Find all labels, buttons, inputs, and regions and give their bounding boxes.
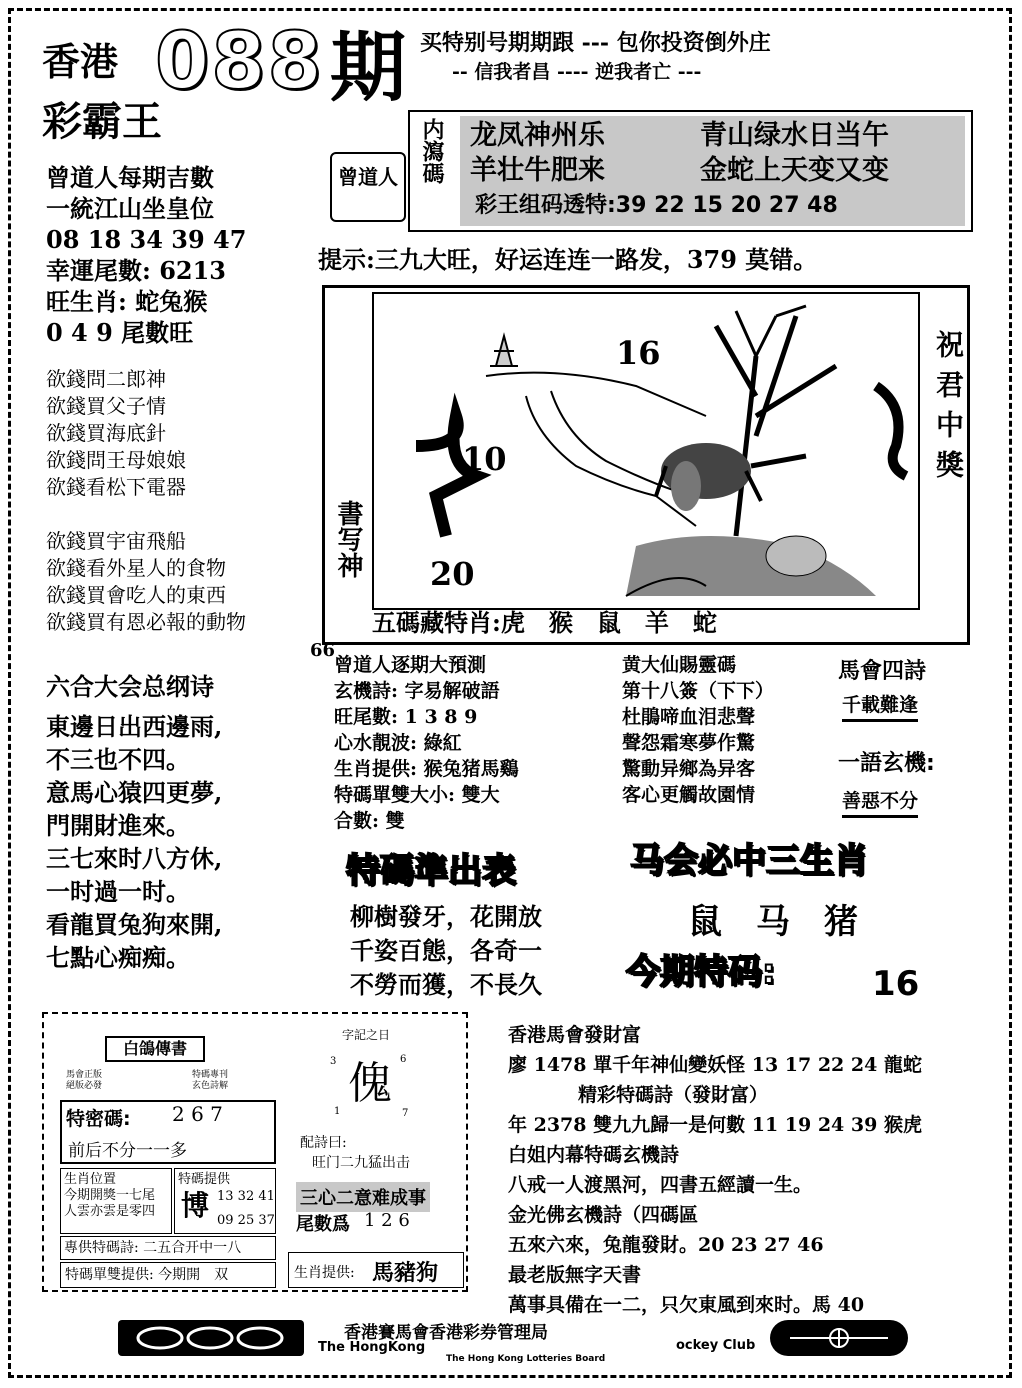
secret-label: 特密碼: <box>66 1108 131 1130</box>
prediction-line: 曾道人逐期大預測 <box>334 654 487 676</box>
poem-line: 東邊日出西邊雨, <box>46 712 223 741</box>
poem-line: 門開財進來。 <box>46 811 190 840</box>
prediction-block <box>334 652 519 834</box>
horse-poem-sub: 千載難逢 <box>842 690 918 722</box>
poem-line: 看龍買兔狗來開, <box>46 910 223 939</box>
yiyu-label: 一語玄機: <box>838 751 935 776</box>
seal-stamp: 曾道人 <box>330 152 406 222</box>
hot-tail: 0 4 9 尾數旺 <box>46 318 194 347</box>
special-code-label: 今期特码: <box>626 952 776 992</box>
riddle-item: 欲錢買海底針 <box>46 421 166 445</box>
info-line: 精彩特碼詩（發財富） <box>578 1084 769 1106</box>
n1: 1 <box>334 1106 341 1117</box>
tou-char: 博 <box>181 1189 210 1222</box>
riddle-item: 欲錢買宇宙飛船 <box>46 529 186 553</box>
pic-number-10: 10 <box>462 440 507 478</box>
secret-value: 2 6 7 <box>172 1102 223 1126</box>
secret-note: 前后不分一一多 <box>68 1141 187 1161</box>
pigeon-title: 白鴿傳書 <box>105 1036 205 1062</box>
info-line: 八戒一人渡黑河，四書五經讀一生。 <box>508 1174 813 1196</box>
riddle-item: 欲錢問王母娘娘 <box>46 448 186 472</box>
poem-line: 一时過一时。 <box>46 877 190 906</box>
banner-line1-right: 青山绿水日当午 <box>700 120 889 151</box>
zodiac-pos-label: 生肖位置 <box>64 1172 117 1187</box>
shengxiao-label: 生肖提供: <box>294 1265 355 1281</box>
special-provide-label: 特碼提供 <box>178 1172 231 1187</box>
nums-line: 13 32 41 <box>217 1189 275 1204</box>
riddle-item: 欲錢看松下電器 <box>46 475 186 499</box>
zodiac-pos-line: 人雲亦雲是零四 <box>64 1204 156 1219</box>
huang-line: 黄大仙賜靈碼 <box>622 654 737 676</box>
pigeon-stamp-right: 特碼專刊 玄色詩解 <box>192 1070 229 1091</box>
info-line: 廖 1478 單千年神仙變妖怪 13 17 22 24 龍蛇 <box>508 1054 922 1076</box>
info-line: 最老版無字天書 <box>508 1264 642 1286</box>
slogan-top: 买特别号期期跟 --- 包你投资倒外庄 <box>420 30 771 56</box>
three-zodiac-values: 鼠 马 猪 <box>688 902 858 942</box>
riddles-a <box>46 366 186 501</box>
banner-line2-right: 金蛇上天变又变 <box>700 155 889 186</box>
info-line: 五來六來，兔龍發財。20 23 27 46 <box>508 1234 824 1256</box>
tip-line: 提示:三九大旺，好运连连一路发，379 莫错。 <box>318 245 818 274</box>
poem-value: 旺门二九猛出击 <box>312 1155 410 1171</box>
footer-cn: 香港賽馬會香港彩券管理局 <box>344 1323 548 1343</box>
footer-en3: The Hong Kong Lotteries Board <box>446 1354 606 1364</box>
riddle-item: 欲錢問二郎神 <box>46 367 166 391</box>
special-table-block <box>350 900 542 1002</box>
tail-value: 1 2 6 <box>364 1210 410 1231</box>
hk-label: 香港 <box>42 40 119 84</box>
pigeon-stamp-left: 馬會正版 絕版必發 <box>66 1070 103 1091</box>
huang-line: 第十八簽（下下） <box>622 680 775 702</box>
prediction-line: 特碼單雙大小: 雙大 <box>334 784 500 806</box>
special-table-line: 千姿百態，各奇一 <box>350 936 542 965</box>
poem-block <box>46 710 222 974</box>
prediction-line: 生肖提供: 猴兔猪馬鷄 <box>334 758 519 780</box>
pic-right-text: 祝君中獎 <box>932 330 965 490</box>
huang-line: 杜鵑啼血泪悲聲 <box>622 706 756 728</box>
banner-line2-left: 羊壮牛肥来 <box>470 155 605 186</box>
pic-side-text: 書写神 <box>333 500 363 578</box>
special-table-title: 特碼準出表 <box>346 851 516 891</box>
horse-poem-title: 馬會四詩 <box>838 659 927 684</box>
footer-en2: ockey Club <box>676 1338 756 1353</box>
pic-caption: 五碼藏特肖:虎 猴 鼠 羊 蛇 <box>372 608 717 637</box>
riddle-item: 欲錢買有恩必報的動物 <box>46 610 246 634</box>
info-line: 金光佛玄機詩（四碼區 <box>508 1204 699 1226</box>
inner-label: 内瀉碼 <box>419 118 445 184</box>
prediction-mark: 66 <box>310 640 336 661</box>
prediction-line: 合數: 雙 <box>334 810 405 832</box>
pic-number-16: 16 <box>616 334 661 372</box>
huang-line: 客心更觸故園情 <box>622 784 756 806</box>
issue-number: 088 <box>155 17 324 107</box>
left-top-block <box>46 162 246 348</box>
prediction-line: 心水靚波: 綠紅 <box>334 732 462 754</box>
poem-line: 七點心痴痴。 <box>46 943 190 972</box>
exclusive-cell: 專供特碼詩: 二五合开中一八 <box>60 1236 276 1260</box>
poem-line: 三七來时八方休, <box>46 844 223 873</box>
issue-char: 期 <box>330 23 406 112</box>
left-line: 一統江山坐皇位 <box>46 194 214 223</box>
special-provide-cell <box>174 1168 276 1234</box>
poem-line: 不三也不四。 <box>46 745 190 774</box>
lucky-tail: 幸運尾數: 6213 <box>46 256 227 285</box>
prediction-line: 玄機詩: 字易解破語 <box>334 680 500 702</box>
info-line: 白姐内幕特碼玄機詩 <box>508 1144 680 1166</box>
n7: 7 <box>402 1108 409 1119</box>
big-char: 傀 <box>348 1058 392 1109</box>
poem-line: 意馬心猿四更夢, <box>46 778 223 807</box>
poem-title: 六合大会总纲诗 <box>46 672 214 701</box>
riddles-b <box>46 528 246 636</box>
riddle-item: 欲錢看外星人的食物 <box>46 556 226 580</box>
huang-block <box>622 652 774 808</box>
banner-line1-left: 龙凤神州乐 <box>470 120 605 151</box>
lucky-numbers: 08 18 34 39 47 <box>46 225 247 254</box>
info-line: 年 2378 雙九九歸一是何數 11 19 24 39 猴虎 <box>508 1114 922 1136</box>
zodiac-pos-line: 今期開獎一七尾 <box>64 1188 156 1203</box>
n6: 6 <box>400 1054 407 1065</box>
n3: 3 <box>330 1056 337 1067</box>
footer-logo-left-icon <box>130 1323 290 1353</box>
three-heart: 三心二意难成事 <box>296 1182 430 1212</box>
brand-title: 彩霸王 <box>42 99 162 145</box>
huang-line: 聲怨霜寒夢作驚 <box>622 732 756 754</box>
footer-logo-right-icon <box>780 1324 898 1352</box>
prediction-line: 旺尾數: 1 3 8 9 <box>334 706 478 728</box>
tail-label: 尾數爲 <box>296 1214 350 1235</box>
left-line: 曾道人每期吉數 <box>46 163 214 192</box>
hot-zodiac: 旺生肖: 蛇兔猴 <box>46 287 208 316</box>
riddle-item: 欲錢買父子情 <box>46 394 166 418</box>
nums-line: 09 25 37 <box>217 1213 275 1228</box>
zodiac-pos-cell <box>60 1168 172 1234</box>
footer-en1: The HongKong <box>318 1340 426 1355</box>
word-label: 字記之日 <box>342 1028 391 1042</box>
poem-label: 配詩曰: <box>300 1135 347 1151</box>
bottom-right-block <box>508 1020 922 1320</box>
info-line: 萬事具備在一二，只欠東風到來时。馬 40 <box>508 1294 865 1316</box>
slogan-sub: -- 信我者昌 ---- 逆我者亡 --- <box>452 61 702 83</box>
special-table-line: 不勞而獲，不長久 <box>350 970 542 999</box>
banner-line3: 彩王组码透特:39 22 15 20 27 48 <box>475 193 838 218</box>
special-table-line: 柳樹發牙，花開放 <box>350 902 542 931</box>
odd-even-cell: 特碼單雙提供: 今期開 双 <box>60 1262 276 1288</box>
yiyu-value: 善惡不分 <box>842 786 918 818</box>
riddle-item: 欲錢買會吃人的東西 <box>46 583 226 607</box>
info-line: 香港馬會發財富 <box>508 1024 642 1046</box>
huang-line: 驚動异鄉為异客 <box>622 758 756 780</box>
three-zodiac-title: 马会必中三生肖 <box>630 841 868 881</box>
shengxiao-value: 馬豬狗 <box>372 1260 439 1286</box>
special-code-value: 16 <box>872 964 920 1004</box>
pic-number-20: 20 <box>430 555 475 593</box>
